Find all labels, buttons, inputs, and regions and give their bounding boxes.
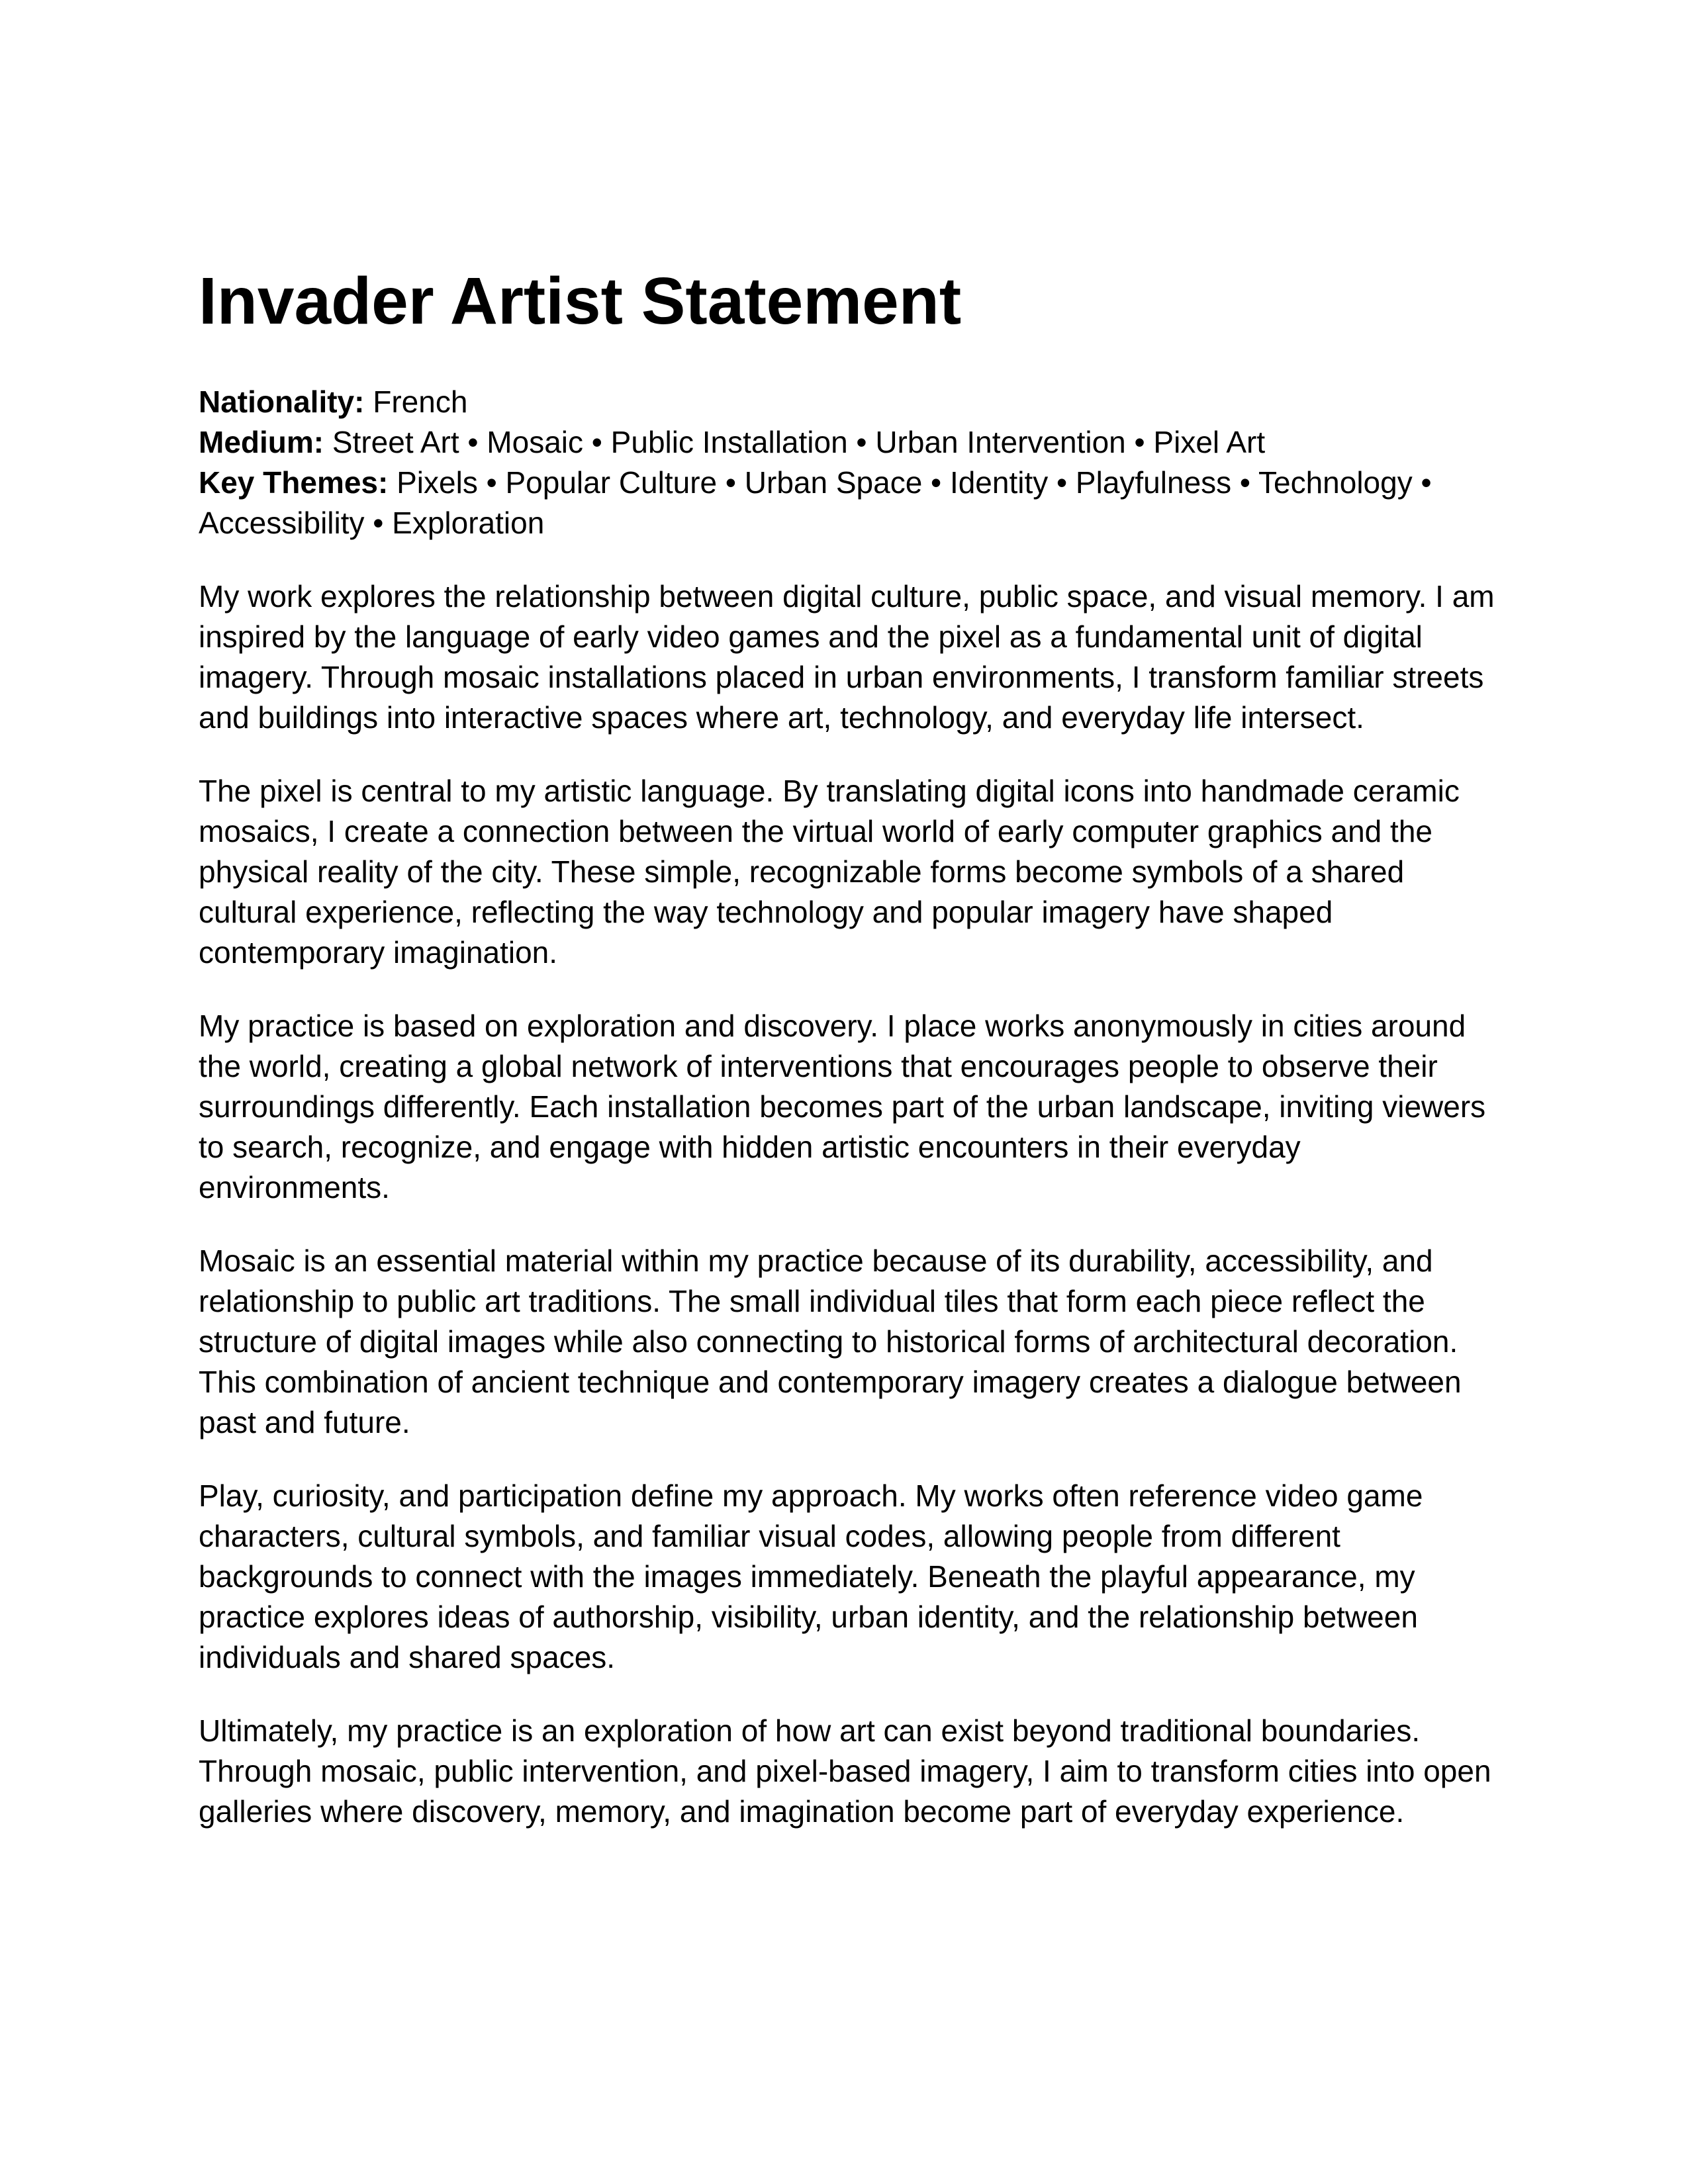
document-page: [199, 261, 1496, 1865]
nationality-value: French: [373, 385, 468, 419]
paragraph-4: Mosaic is an essential material within my practice because of its durability, accessibility, and relationship to public art traditions. The small individual tiles that form each piece reflect the structure of digital images while also connecting to historical forms of architectural decoration. This combination of ancient technique and contemporary imagery creates a dialogue between past and future.: [199, 1244, 1462, 1439]
nationality-label: Nationality:: [199, 385, 365, 419]
paragraph-3: My practice is based on exploration and discovery. I place works anonymously in cities around the world, creating a global network of interventions that encourages people to observe their surroundings differently. Each installation becomes part of the urban landscape, inviting viewers to search, recognize, and engage with hidden artistic encounters in their everyday environments.: [199, 1009, 1486, 1205]
paragraph-2: The pixel is central to my artistic language. By translating digital icons into handmade ceramic mosaics, I create a connection between the virtual world of early computer graphics and the physical reality of the city. These simple, recognizable forms become symbols of a shared cultural experience, reflecting the way technology and popular imagery have shaped contemporary imagination.: [199, 774, 1460, 970]
medium-label: Medium:: [199, 425, 324, 459]
key-themes-label: Key Themes:: [199, 465, 389, 500]
paragraph-1: My work explores the relationship between digital culture, public space, and visual memory. I am inspired by the language of early video games and the pixel as a fundamental unit of digital imagery. Through mosaic installations placed in urban environments, I transform familiar streets and buildings into interactive spaces where art, technology, and everyday life intersect.: [199, 579, 1495, 735]
key-themes-value: Pixels • Popular Culture • Urban Space • Identity • Playfulness • Technology • Accessibility • Exploration: [199, 465, 1432, 540]
key-themes-line: [199, 463, 1496, 543]
paragraph-5: Play, curiosity, and participation define my approach. My works often reference video game characters, cultural symbols, and familiar visual codes, allowing people from different backgrounds to connect with the images immediately. Beneath the playful appearance, my practice explores ideas of authorship, visibility, urban identity, and the relationship between individuals and shared spaces.: [199, 1479, 1423, 1674]
metadata-block: [199, 382, 1496, 543]
document-title: Invader Artist Statement: [199, 264, 962, 338]
paragraph-6: Ultimately, my practice is an exploration of how art can exist beyond traditional boundaries. Through mosaic, public intervention, and pixel-based imagery, I aim to transform cities into open galleries where discovery, memory, and imagination become part of everyday experience.: [199, 1713, 1491, 1829]
medium-line: [199, 422, 1496, 463]
medium-value: Street Art • Mosaic • Public Installation • Urban Intervention • Pixel Art: [332, 425, 1266, 459]
nationality-line: [199, 382, 1496, 422]
